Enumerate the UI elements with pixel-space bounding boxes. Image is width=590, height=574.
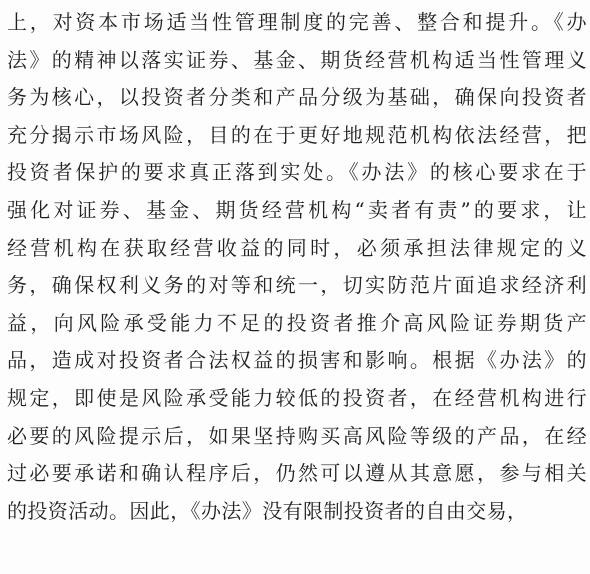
document-text — [7, 4, 587, 530]
text-line-10: 品，造成对投资者合法权益的损害和影响。根据《办法》的 — [7, 348, 587, 373]
text-line-7: 经营机构在获取经营收益的同时，必须承担法律规定的义 — [7, 235, 587, 260]
text-line-12: 必要的风险提示后，如果坚持购买高风险等级的产品，在经 — [7, 423, 587, 448]
text-line-5: 投资者保护的要求真正落到实处。《办法》的核心要求在于 — [7, 160, 587, 185]
text-line-4: 充分揭示市场风险，目的在于更好地规范机构依法经营，把 — [7, 122, 587, 147]
text-line-6: 强化对证券、基金、期货经营机构“卖者有责”的要求，让 — [7, 197, 587, 222]
text-line-1: 上，对资本市场适当性管理制度的完善、整合和提升。《办 — [7, 10, 587, 34]
text-line-13: 过必要承诺和确认程序后，仍然可以遵从其意愿，参与相关 — [7, 461, 587, 486]
text-line-14: 的投资活动。因此，《办法》没有限制投资者的自由交易， — [7, 498, 528, 523]
text-line-9: 益，向风险承受能力不足的投资者推介高风险证券期货产 — [7, 310, 587, 335]
text-line-11: 规定，即使是风险承受能力较低的投资者，在经营机构进行 — [7, 385, 587, 410]
text-line-3: 务为核心，以投资者分类和产品分级为基础，确保向投资者 — [7, 85, 587, 110]
text-line-8: 务，确保权利义务的对等和统一，切实防范片面追求经济利 — [7, 273, 587, 298]
text-line-2: 法》的精神以落实证券、基金、期货经营机构适当性管理义 — [7, 47, 587, 72]
